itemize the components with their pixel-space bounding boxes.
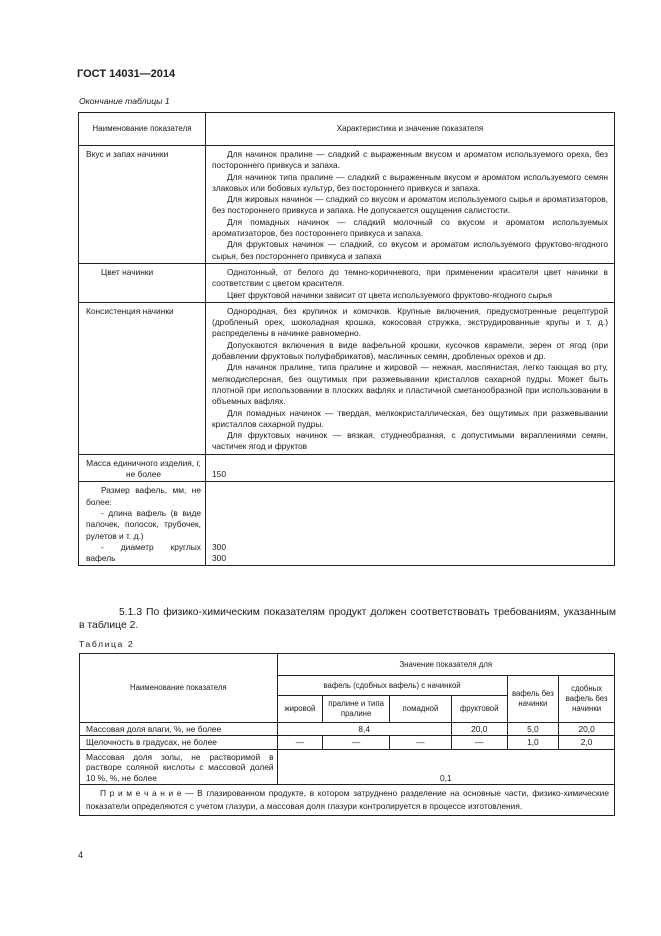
t2-header-fondant: помадной bbox=[390, 696, 452, 723]
t1-row-name bbox=[79, 482, 206, 566]
table-row bbox=[80, 723, 615, 736]
text-paragraph: Цвет фруктовой начинки зависит от цвета используемого фруктово-ягодного сырья bbox=[227, 289, 553, 300]
t2-row-name: Массовая доля золы, не растворимой в растворе соляной кислоты с массовой долей 10 %, %, не более bbox=[80, 749, 278, 784]
value-length: 300 bbox=[212, 541, 226, 552]
t1-row-name: Масса единичного изделия, г, не более bbox=[79, 454, 206, 482]
t1-header-name: Наименование показателя bbox=[79, 113, 206, 146]
table1-caption: Окончание таблицы 1 bbox=[79, 96, 170, 106]
t2-cell-praline: — bbox=[323, 736, 390, 749]
table-1 bbox=[78, 112, 615, 566]
table-row bbox=[79, 482, 615, 566]
t2-cell-fruit: — bbox=[451, 736, 507, 749]
t2-header-fruit: фруктовой bbox=[451, 696, 507, 723]
page-number: 4 bbox=[78, 850, 84, 860]
t2-cell-fruit: 20,0 bbox=[451, 723, 507, 736]
table-row bbox=[80, 736, 615, 749]
t2-row-name: Щелочность в градусах, не более bbox=[80, 736, 278, 749]
t2-header-fat: жировой bbox=[277, 696, 323, 723]
text-paragraph: Для помадных начинок — сладкий молочный со вкусом и ароматом используемых ароматизаторов, без постороннего привкуса и запаха. bbox=[212, 216, 608, 239]
text-paragraph: Размер вафель, мм, не более: bbox=[86, 485, 201, 507]
t2-header-rich: сдобных вафель без начинки bbox=[559, 676, 615, 723]
text-paragraph: - диаметр круглых вафель bbox=[86, 541, 201, 564]
text-paragraph: Для помадных начинок — твердая, мелкокристаллическая, без ощутимых при разжевывании кристаллов сахарной пудры. bbox=[212, 407, 608, 429]
table-row bbox=[80, 785, 615, 816]
paragraph-5-1-3: 5.1.3 По физико-химическим показателям продукт должен соответствовать требованиям, указанным в таблице 2. bbox=[79, 607, 616, 632]
t1-row-name: Вкус и запах начинки bbox=[79, 146, 206, 264]
t1-row-value bbox=[206, 482, 615, 566]
table-row bbox=[79, 302, 615, 454]
t2-cell-combined: 8,4 bbox=[277, 723, 451, 736]
t1-row-value bbox=[206, 146, 615, 264]
table-row bbox=[79, 263, 615, 302]
t2-header-plain: вафель без начинки bbox=[507, 676, 559, 723]
t2-cell-all: 0,1 bbox=[277, 749, 614, 784]
table-2 bbox=[79, 653, 615, 816]
t1-row-name: Консистенция начинки bbox=[79, 302, 206, 454]
t2-cell-fat: — bbox=[277, 736, 323, 749]
t1-row-name: Цвет начинки bbox=[79, 263, 206, 302]
text-paragraph: Для фруктовых начинок — вязкая, студнеобразная, с допустимыми вкраплениями семян, частичек ягод и фруктов bbox=[212, 430, 608, 452]
t1-row-value bbox=[206, 263, 615, 302]
text-paragraph: Для начинок пралине, типа пралине и жировой — нежная, маслянистая, легко тающая во рту, мелкодисперсная, без ощутимых при разжевывании кристаллов сахарной пудры. Может быть плотной при использовании в плоских вафлях и пластичной сметанообразной при использовании в объемных вафлях. bbox=[212, 362, 608, 407]
t2-cell-plain: 1,0 bbox=[507, 736, 559, 749]
t2-header-group: вафель (сдобных вафель) с начинкой bbox=[277, 676, 507, 696]
t2-header-praline: пралине и типа пралине bbox=[323, 696, 390, 723]
t2-row-name: Массовая доля влаги, %, не более bbox=[80, 723, 278, 736]
text-paragraph: Для начинок типа пралине — сладкий с выраженным вкусом и ароматом используемого семян злаковых или бобовых культур, без постороннего привкуса и запаха. bbox=[212, 171, 608, 193]
t2-note: П р и м е ч а н и е — В глазированном продукте, в котором затруднено разделение на основные части, физико-химические показатели определяются с учетом глазури, а массовая доля глазури контролируется в процессе изготовления. bbox=[80, 785, 615, 816]
t2-cell-plain: 5,0 bbox=[507, 723, 559, 736]
table-row bbox=[80, 749, 615, 784]
standard-header: ГОСТ 14031—2014 bbox=[77, 68, 176, 80]
text-paragraph: Для начинок пралине — сладкий с выраженным вкусом и ароматом используемого ореха, без постороннего привкуса и запаха. bbox=[212, 149, 608, 171]
t2-cell-rich: 20,0 bbox=[559, 723, 615, 736]
table-row bbox=[79, 454, 615, 482]
text-paragraph: Для жировых начинок — сладкий со вкусом и ароматом используемого сырья и ароматизаторов, без постороннего привкуса и запаха. Не допускается ощущения салистости. bbox=[212, 194, 608, 216]
t1-row-value: 150 bbox=[206, 454, 615, 482]
t1-row-value bbox=[206, 302, 615, 454]
table-row bbox=[79, 146, 615, 264]
text-paragraph: Допускаются включения в виде вафельной крошки, кусочков карамели, зерен от ягод (при добавлении фруктовых полуфабрикатов), масличных семян, дробленых орехов и др. bbox=[212, 339, 608, 362]
t2-cell-fondant: — bbox=[390, 736, 452, 749]
t2-header-value: Значение показателя для bbox=[277, 654, 614, 676]
value-diameter: 300 bbox=[212, 553, 226, 564]
text-paragraph: Однородная, без крупинок и комочков. Крупные включения, предусмотренные рецептурой (дробленый орех, шоколадная крошка, кокосовая стружка, экструдированные крупы и т. д.) распределены в начинке равномерно. bbox=[212, 305, 608, 339]
text-paragraph: Однотонный, от белого до темно-коричневого, при применении красителя цвет начинки в соответствии с цветом красителя. bbox=[212, 266, 608, 289]
t1-header-characteristic: Характеристика и значение показателя bbox=[206, 113, 615, 146]
t2-cell-rich: 2,0 bbox=[559, 736, 615, 749]
text-paragraph: Для фруктовых начинок — сладкий, со вкусом и ароматом используемого фруктово-ягодного сырья, без постороннего привкуса и запаха bbox=[212, 239, 608, 261]
text-paragraph: - длина вафель (в виде палочек, полосок, трубочек, рулетов и т. д.) bbox=[86, 507, 201, 541]
t2-header-name: Наименование показателя bbox=[80, 654, 278, 723]
table2-caption: Таблица 2 bbox=[79, 639, 135, 649]
